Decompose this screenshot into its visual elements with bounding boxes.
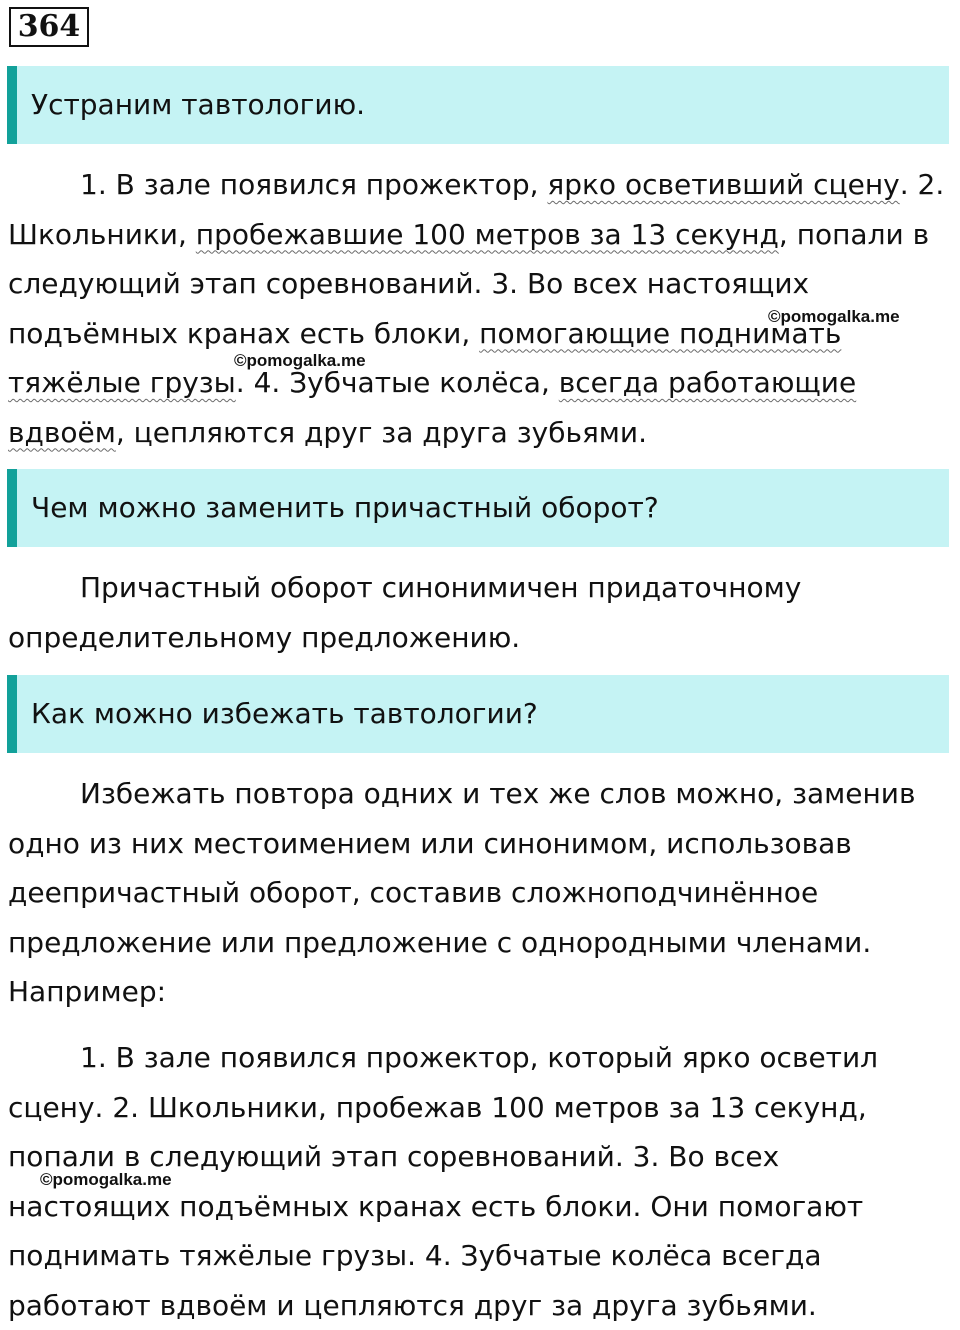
watermark: ©pomogalka.me — [768, 307, 900, 326]
heading-question-2: Как можно избежать тавтологии? — [7, 675, 949, 753]
participle-phrase-2: пробежавшие 100 метров за 13 секунд — [195, 217, 779, 251]
answer-text: . 2. Школьники, — [8, 168, 945, 251]
answer-text: 1. В зале появился прожектор, — [80, 168, 548, 201]
question-1-answer: Причастный оборот синонимичен придаточному определительному предложению. — [8, 571, 802, 654]
heading-task: Устраним тавтологию. — [7, 66, 949, 144]
watermark: ©pomogalka.me — [40, 1170, 172, 1189]
heading-question-1: Чем можно заменить причастный оборот? — [7, 469, 949, 547]
task-number-box: 364 — [9, 7, 89, 47]
question-2-example: 1. В зале появился прожектор, который ярко осветил сцену. 2. Школьники, пробежав 100 метров за 13 секунд, попали в следующий этап соревнований. 3. Во всех настоящих подъёмных кранах есть блоки. Они помогают поднимать тяжёлые грузы. 4. Зубчатые колёса всегда работают вдвоём и цепляются друг за друга зубьями. — [8, 1041, 879, 1322]
participle-phrase-4: всегда работающие вдвоём — [8, 366, 857, 449]
watermark: ©pomogalka.me — [234, 351, 366, 370]
answer-text: , попали в следующий этап соревнований. 3. Во всех настоящих подъёмных кранах есть блоки, — [8, 217, 930, 350]
question-2-answer: Избежать повтора одних и тех же слов можно, заменив одно из них местоимением или синонимом, использовав деепричастный оборот, составив сложноподчинённое предложение или предложение с однородными членами. Например: — [8, 777, 916, 1008]
participle-phrase-3: помогающие поднимать тяжёлые грузы — [8, 316, 842, 399]
participle-phrase-1: ярко осветивший сцену — [547, 168, 900, 201]
answer-text: . 4. Зубчатые колёса, — [235, 366, 559, 399]
answer-text: , цепляются друг за друга зубьями. — [115, 415, 648, 449]
